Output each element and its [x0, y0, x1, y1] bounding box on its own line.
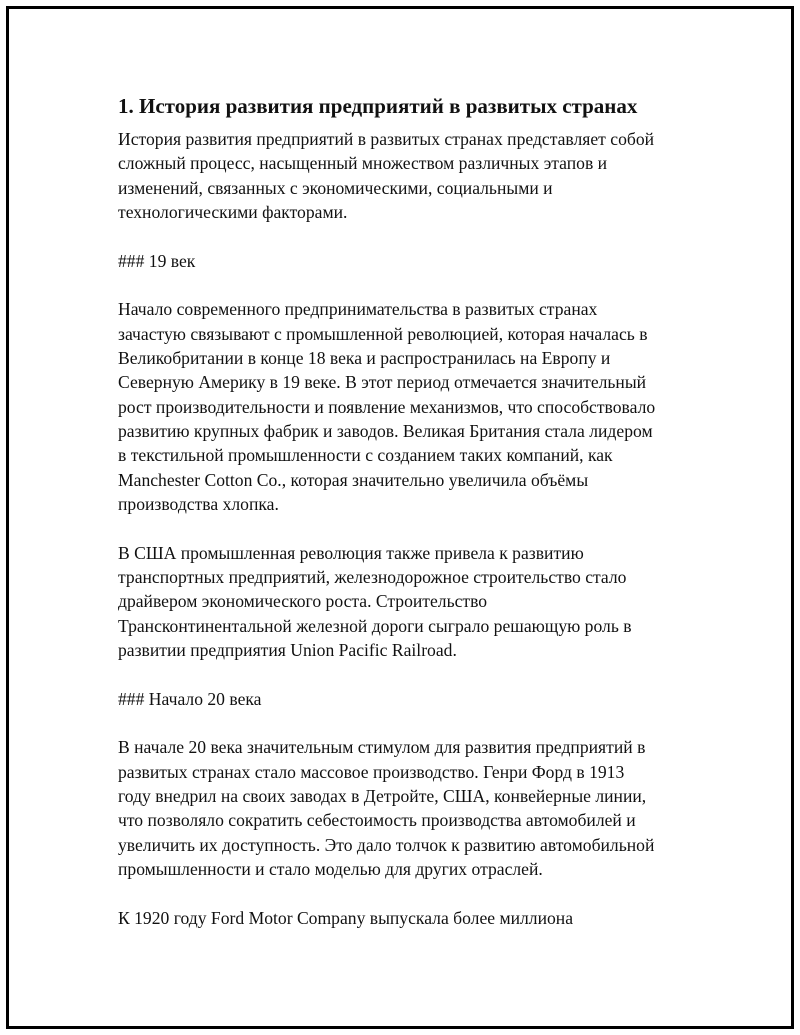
intro-paragraph: История развития предприятий в развитых странах представляет собой сложный процесс, насыщенный множеством различных этапов и изменений, связанных с экономическими, социальными и технологическими факторами. [118, 129, 655, 222]
document-body [118, 92, 708, 955]
paragraph-mass-production: В начале 20 века значительным стимулом для развития предприятий в развитых странах стало массовое производство. Генри Форд в 1913 году внедрил на своих заводах в Детройте, США, конвейерные линии, что позволяло сократить себестоимость производства автомобилей и увеличить их доступность. Это дало толчок к развитию автомобильной промышленности и стало моделью для других отраслей. [118, 737, 655, 879]
paragraph-usa-railroads: В США промышленная революция также привела к развитию транспортных предприятий, железнодорожное строительство стало драйвером экономического роста. Строительство Трансконтинентальной железной дороги сыграло решающую роль в развитии предприятия Union Pacific Railroad. [118, 542, 632, 660]
paragraph-industrial-revolution: Начало современного предпринимательства в развитых странах зачастую связывают с промышленной революцией, которая началась в Великобритании в конце 18 века и распространилась на Европу и Северную Америку в 19 веке. В этот период отмечается значительный рост производительности и появление механизмов, что способствовало развитию крупных фабрик и заводов. Великая Британия стала лидером в текстильной промышленности с созданием таких компаний, как Manchester Cotton Co., которая значительно увеличила объёмы производства хлопка. [118, 299, 656, 514]
section-heading-early-20th-century: ### Начало 20 века [118, 688, 262, 709]
paragraph-ford-1920: К 1920 году Ford Motor Company выпускала более миллиона [118, 907, 574, 928]
section-heading-19th-century: ### 19 век [118, 250, 196, 271]
document-title: 1. История развития предприятий в развитых странах [118, 94, 638, 118]
